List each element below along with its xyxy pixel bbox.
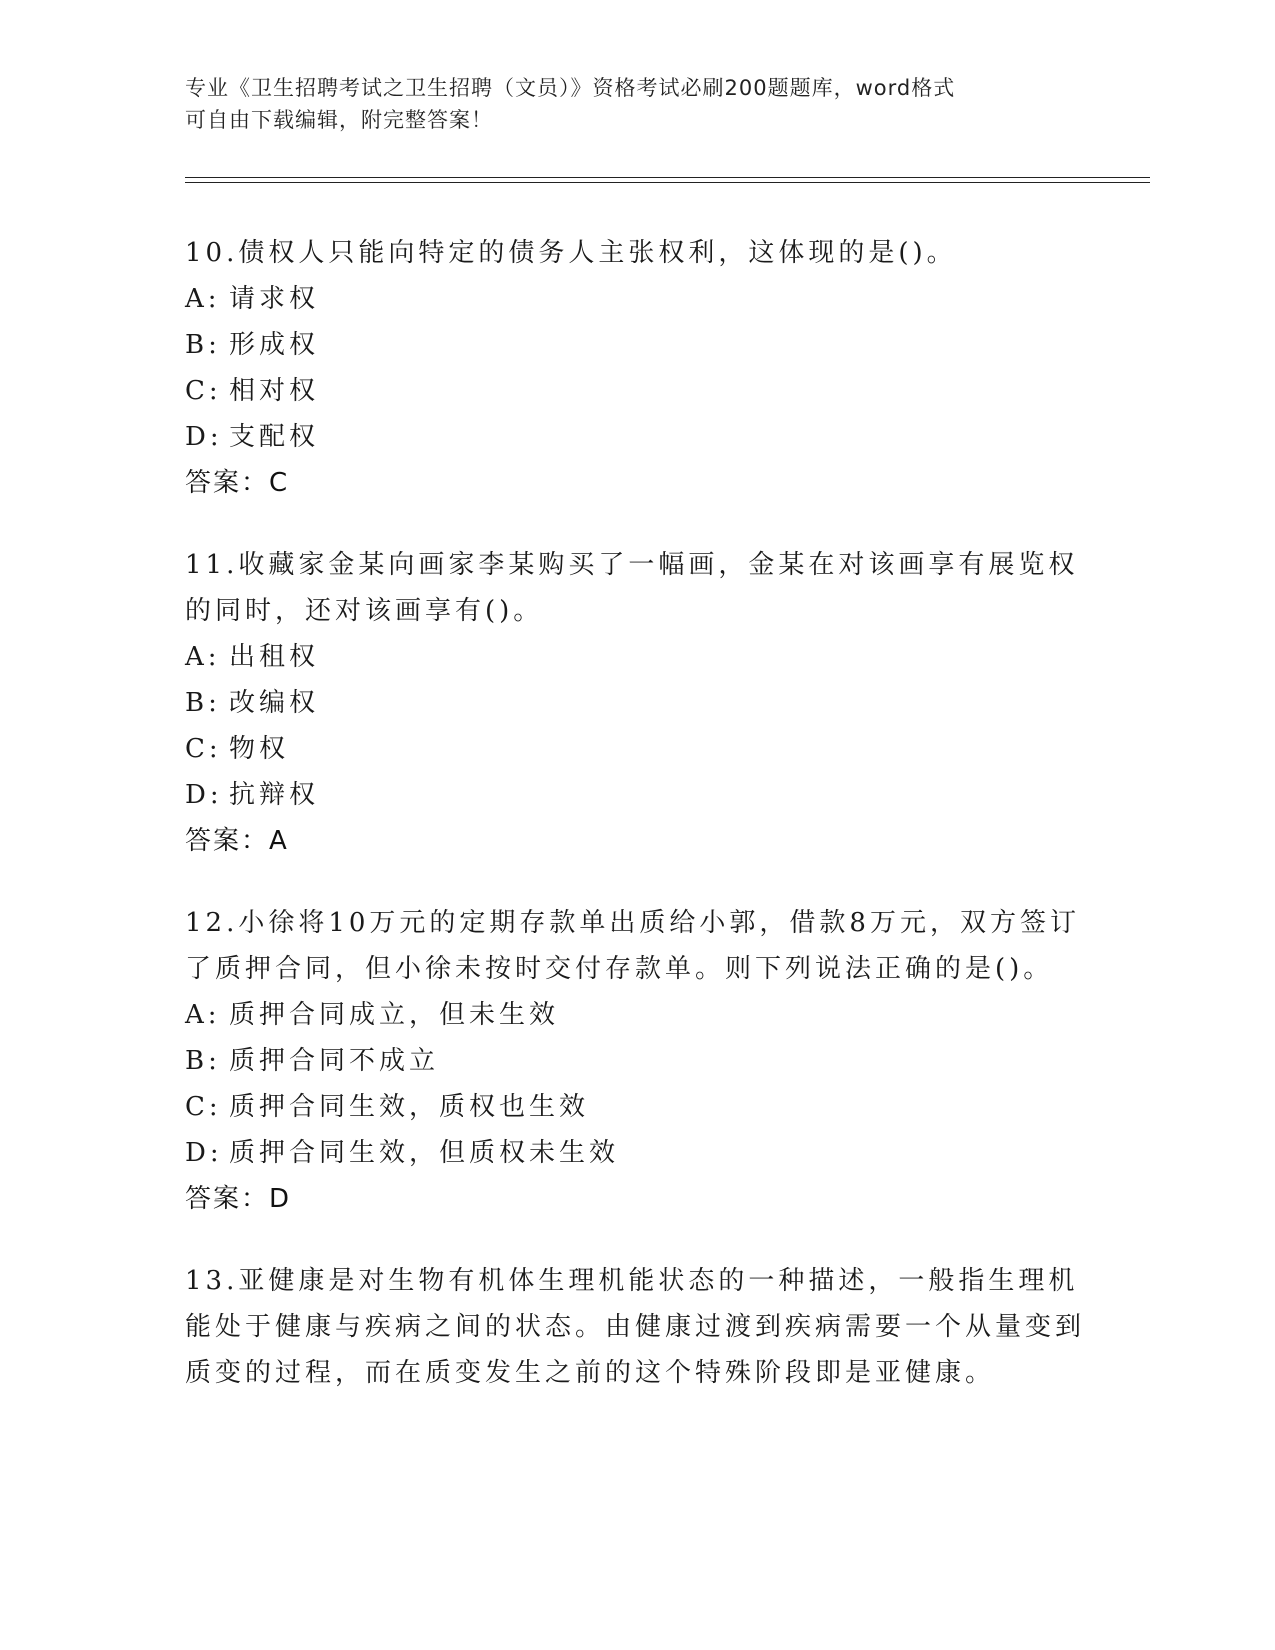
document-header [185,72,1085,136]
answer-line: 答案：A [185,826,289,856]
option-text: 形成权 [229,330,320,360]
option-d [185,1130,1085,1176]
option-text: 质押合同生效，质权也生效 [229,1092,590,1122]
header-divider-bottom [185,182,1150,183]
option-text: 抗辩权 [229,780,320,810]
option-text: 请求权 [229,284,320,314]
option-key: B: [185,688,221,718]
option-key: D: [185,780,223,810]
option-a [185,276,1085,322]
question-text: 10.债权人只能向特定的债务人主张权利，这体现的是()。 [185,238,957,268]
option-text: 相对权 [229,376,320,406]
option-key: D: [185,1138,223,1168]
question-12 [185,900,1085,1222]
option-text: 质押合同成立，但未生效 [229,1000,560,1030]
option-c [185,1084,1085,1130]
option-text: 支配权 [229,422,320,452]
option-b [185,1038,1085,1084]
option-c [185,726,1085,772]
question-11 [185,542,1085,864]
option-key: D: [185,422,223,452]
question-list [185,230,1085,1432]
option-a [185,634,1085,680]
option-key: A: [185,642,221,672]
header-line-2: 可自由下载编辑，附完整答案！ [185,108,493,132]
option-c [185,368,1085,414]
option-text: 出租权 [229,642,320,672]
question-text: 12.小徐将10万元的定期存款单出质给小郭，借款8万元，双方签订了质押合同，但小徐未按时交付存款单。则下列说法正确的是()。 [185,908,1080,984]
question-text: 11.收藏家金某向画家李某购买了一幅画，金某在对该画享有展览权的同时，还对该画享有()。 [185,550,1079,626]
header-line-1: 专业《卫生招聘考试之卫生招聘（文员）》资格考试必刷200题题库，word格式 [185,76,956,100]
option-key: B: [185,1046,221,1076]
answer-line: 答案：C [185,468,290,498]
option-b [185,322,1085,368]
option-key: C: [185,376,222,406]
question-13 [185,1258,1085,1396]
header-divider-top [185,177,1150,178]
option-key: C: [185,734,222,764]
option-text: 质押合同不成立 [229,1046,440,1076]
option-key: B: [185,330,221,360]
question-text: 13.亚健康是对生物有机体生理机能状态的一种描述，一般指生理机能处于健康与疾病之间的状态。由健康过渡到疾病需要一个从量变到质变的过程，而在质变发生之前的这个特殊阶段即是亚健康。 [185,1266,1086,1388]
option-key: A: [185,284,221,314]
question-10 [185,230,1085,506]
option-key: C: [185,1092,222,1122]
option-text: 物权 [229,734,290,764]
answer-line: 答案：D [185,1184,292,1214]
option-key: A: [185,1000,221,1030]
option-a [185,992,1085,1038]
option-b [185,680,1085,726]
option-d [185,414,1085,460]
option-text: 改编权 [229,688,320,718]
option-text: 质押合同生效，但质权未生效 [229,1138,620,1168]
option-d [185,772,1085,818]
